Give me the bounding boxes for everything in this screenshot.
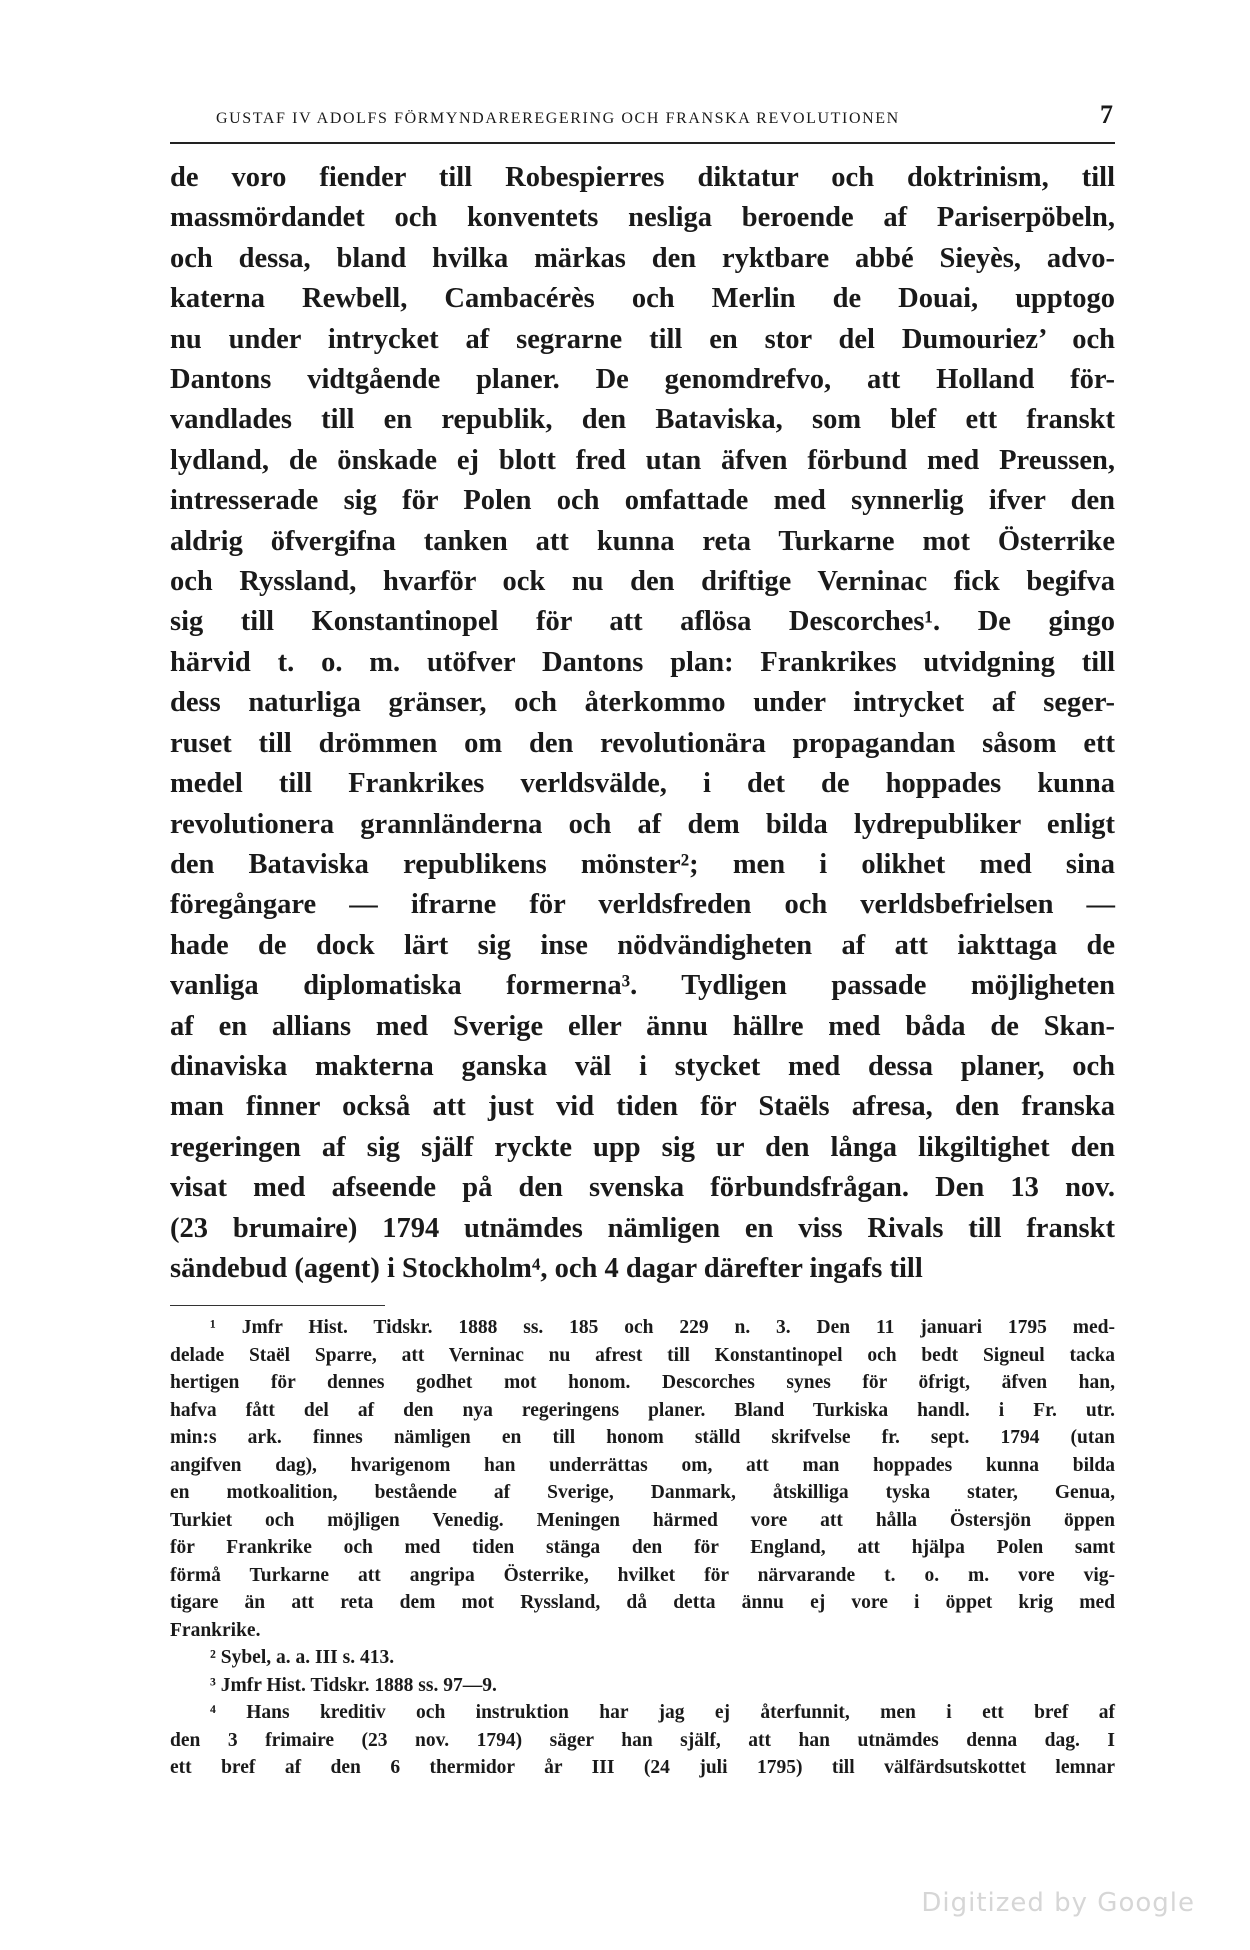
footnote-line: Turkiet och möjligen Venedig. Meningen härmed vore att hålla Östersjön öppen bbox=[170, 1509, 1115, 1531]
body-line: af en allians med Sverige eller ännu hällre med båda de Skan- bbox=[170, 1010, 1115, 1042]
body-line: härvid t. o. m. utöfver Dantons plan: Frankrikes utvidgning till bbox=[170, 646, 1115, 678]
body-line: revolutionera grannländerna och af dem bilda lydrepubliker enligt bbox=[170, 808, 1115, 840]
footnote-line: ett bref af den 6 thermidor år III (24 juli 1795) till välfärdsutskottet lemnar bbox=[170, 1757, 1115, 1779]
body-line: och dessa, bland hvilka märkas den ryktbare abbé Sieyès, advo- bbox=[170, 242, 1115, 274]
footnotes bbox=[170, 1314, 1115, 1782]
body-line: sändebud (agent) i Stockholm⁴, och 4 dagar därefter ingafs till bbox=[170, 1252, 923, 1284]
body-line: ruset till drömmen om den revolutionära propagandan såsom ett bbox=[170, 727, 1115, 759]
body-line: den Bataviska republikens mönster²; men i olikhet med sina bbox=[170, 848, 1115, 880]
body-line: föregångare — ifrarne för verldsfreden och verldsbefrielsen — bbox=[170, 889, 1115, 921]
footnote-line: hafva fått del af den nya regeringens planer. Bland Turkiska handl. i Fr. utr. bbox=[170, 1399, 1115, 1421]
body-line: intresserade sig för Polen och omfattade med synnerlig ifver den bbox=[170, 485, 1115, 517]
body-line: man finner också att just vid tiden för Staëls afresa, den franska bbox=[170, 1091, 1115, 1123]
body-line: katerna Rewbell, Cambacérès och Merlin de Douai, upptogo bbox=[170, 283, 1115, 315]
body-line: visat med afseende på den svenska förbundsfrågan. Den 13 nov. bbox=[170, 1172, 1115, 1204]
footnote-line: en motkoalition, bestående af Sverige, Danmark, åtskilliga tyska stater, Genua, bbox=[170, 1482, 1115, 1504]
body-paragraph bbox=[170, 158, 1115, 1289]
body-line: nu under intrycket af segrarne till en stor del Dumouriez’ och bbox=[170, 323, 1115, 355]
digitization-watermark: Digitized by Google bbox=[921, 1888, 1195, 1918]
body-line: massmördandet och konventets nesliga beroende af Pariserpöbeln, bbox=[170, 202, 1115, 234]
body-line: vanliga diplomatiska formerna³. Tydligen passade möjligheten bbox=[170, 970, 1115, 1002]
body-line: dinaviska makterna ganska väl i stycket med dessa planer, och bbox=[170, 1050, 1115, 1082]
book-page bbox=[170, 100, 1115, 1782]
body-line: (23 brumaire) 1794 utnämdes nämligen en viss Rivals till franskt bbox=[170, 1212, 1115, 1244]
header-rule bbox=[170, 142, 1115, 144]
footnote-line: ² Sybel, a. a. III s. 413. bbox=[210, 1647, 395, 1669]
body-line: Dantons vidtgående planer. De genomdrefvo, att Holland för- bbox=[170, 364, 1115, 396]
footnote-line: Frankrike. bbox=[170, 1619, 261, 1641]
footnote-line: ³ Jmfr Hist. Tidskr. 1888 ss. 97—9. bbox=[210, 1674, 497, 1696]
body-line: aldrig öfvergifna tanken att kunna reta Turkarne mot Österrike bbox=[170, 525, 1115, 557]
footnote-line: tigare än att reta dem mot Ryssland, då detta ännu ej vore i öppet krig med bbox=[170, 1592, 1115, 1614]
footnote-line: för Frankrike och med tiden stänga den för England, att hjälpa Polen samt bbox=[170, 1537, 1115, 1559]
footnote-line: delade Staël Sparre, att Verninac nu afrest till Konstantinopel och bedt Signeul tacka bbox=[170, 1344, 1115, 1366]
page-number: 7 bbox=[1100, 100, 1113, 129]
body-line: de voro fiender till Robespierres diktatur och doktrinism, till bbox=[170, 162, 1115, 193]
footnote-line: den 3 frimaire (23 nov. 1794) säger han själf, att han utnämdes denna dag. I bbox=[170, 1729, 1115, 1751]
running-title: GUSTAF IV ADOLFS FÖRMYNDAREREGERING OCH FRANSKA REVOLUTIONEN bbox=[216, 110, 900, 127]
body-line: medel till Frankrikes verldsvälde, i det de hoppades kunna bbox=[170, 768, 1115, 800]
footnote-rule bbox=[170, 1305, 385, 1306]
body-line: dess naturliga gränser, och återkommo under intrycket af seger- bbox=[170, 687, 1115, 719]
body-line: lydland, de önskade ej blott fred utan äfven förbund med Preussen, bbox=[170, 444, 1115, 476]
footnote-line: hertigen för dennes godhet mot honom. Descorches synes för öfrigt, äfven han, bbox=[170, 1372, 1115, 1394]
footnote-line: ⁴ Hans kreditiv och instruktion har jag ej återfunnit, men i ett bref af bbox=[210, 1702, 1115, 1724]
footnote-line: förmå Turkarne att angripa Österrike, hvilket för närvarande t. o. m. vore vig- bbox=[170, 1564, 1115, 1586]
footnote-line: ¹ Jmfr Hist. Tidskr. 1888 ss. 185 och 229 n. 3. Den 11 januari 1795 med- bbox=[210, 1317, 1115, 1339]
body-line: hade de dock lärt sig inse nödvändigheten af att iakttaga de bbox=[170, 929, 1115, 961]
footnote-line: min:s ark. finnes nämligen en till honom ställd skrifvelse fr. sept. 1794 (utan bbox=[170, 1427, 1115, 1449]
body-line: sig till Konstantinopel för att aflösa Descorches¹. De gingo bbox=[170, 606, 1115, 638]
body-line: vandlades till en republik, den Bataviska, som blef ett franskt bbox=[170, 404, 1115, 436]
running-header bbox=[170, 100, 1115, 134]
footnote-line: angifven dag), hvarigenom han underrättas om, att man hoppades kunna bilda bbox=[170, 1454, 1115, 1476]
body-line: regeringen af sig själf ryckte upp sig ur den långa likgiltighet den bbox=[170, 1131, 1115, 1163]
body-line: och Ryssland, hvarför ock nu den driftige Verninac fick begifva bbox=[170, 566, 1115, 598]
